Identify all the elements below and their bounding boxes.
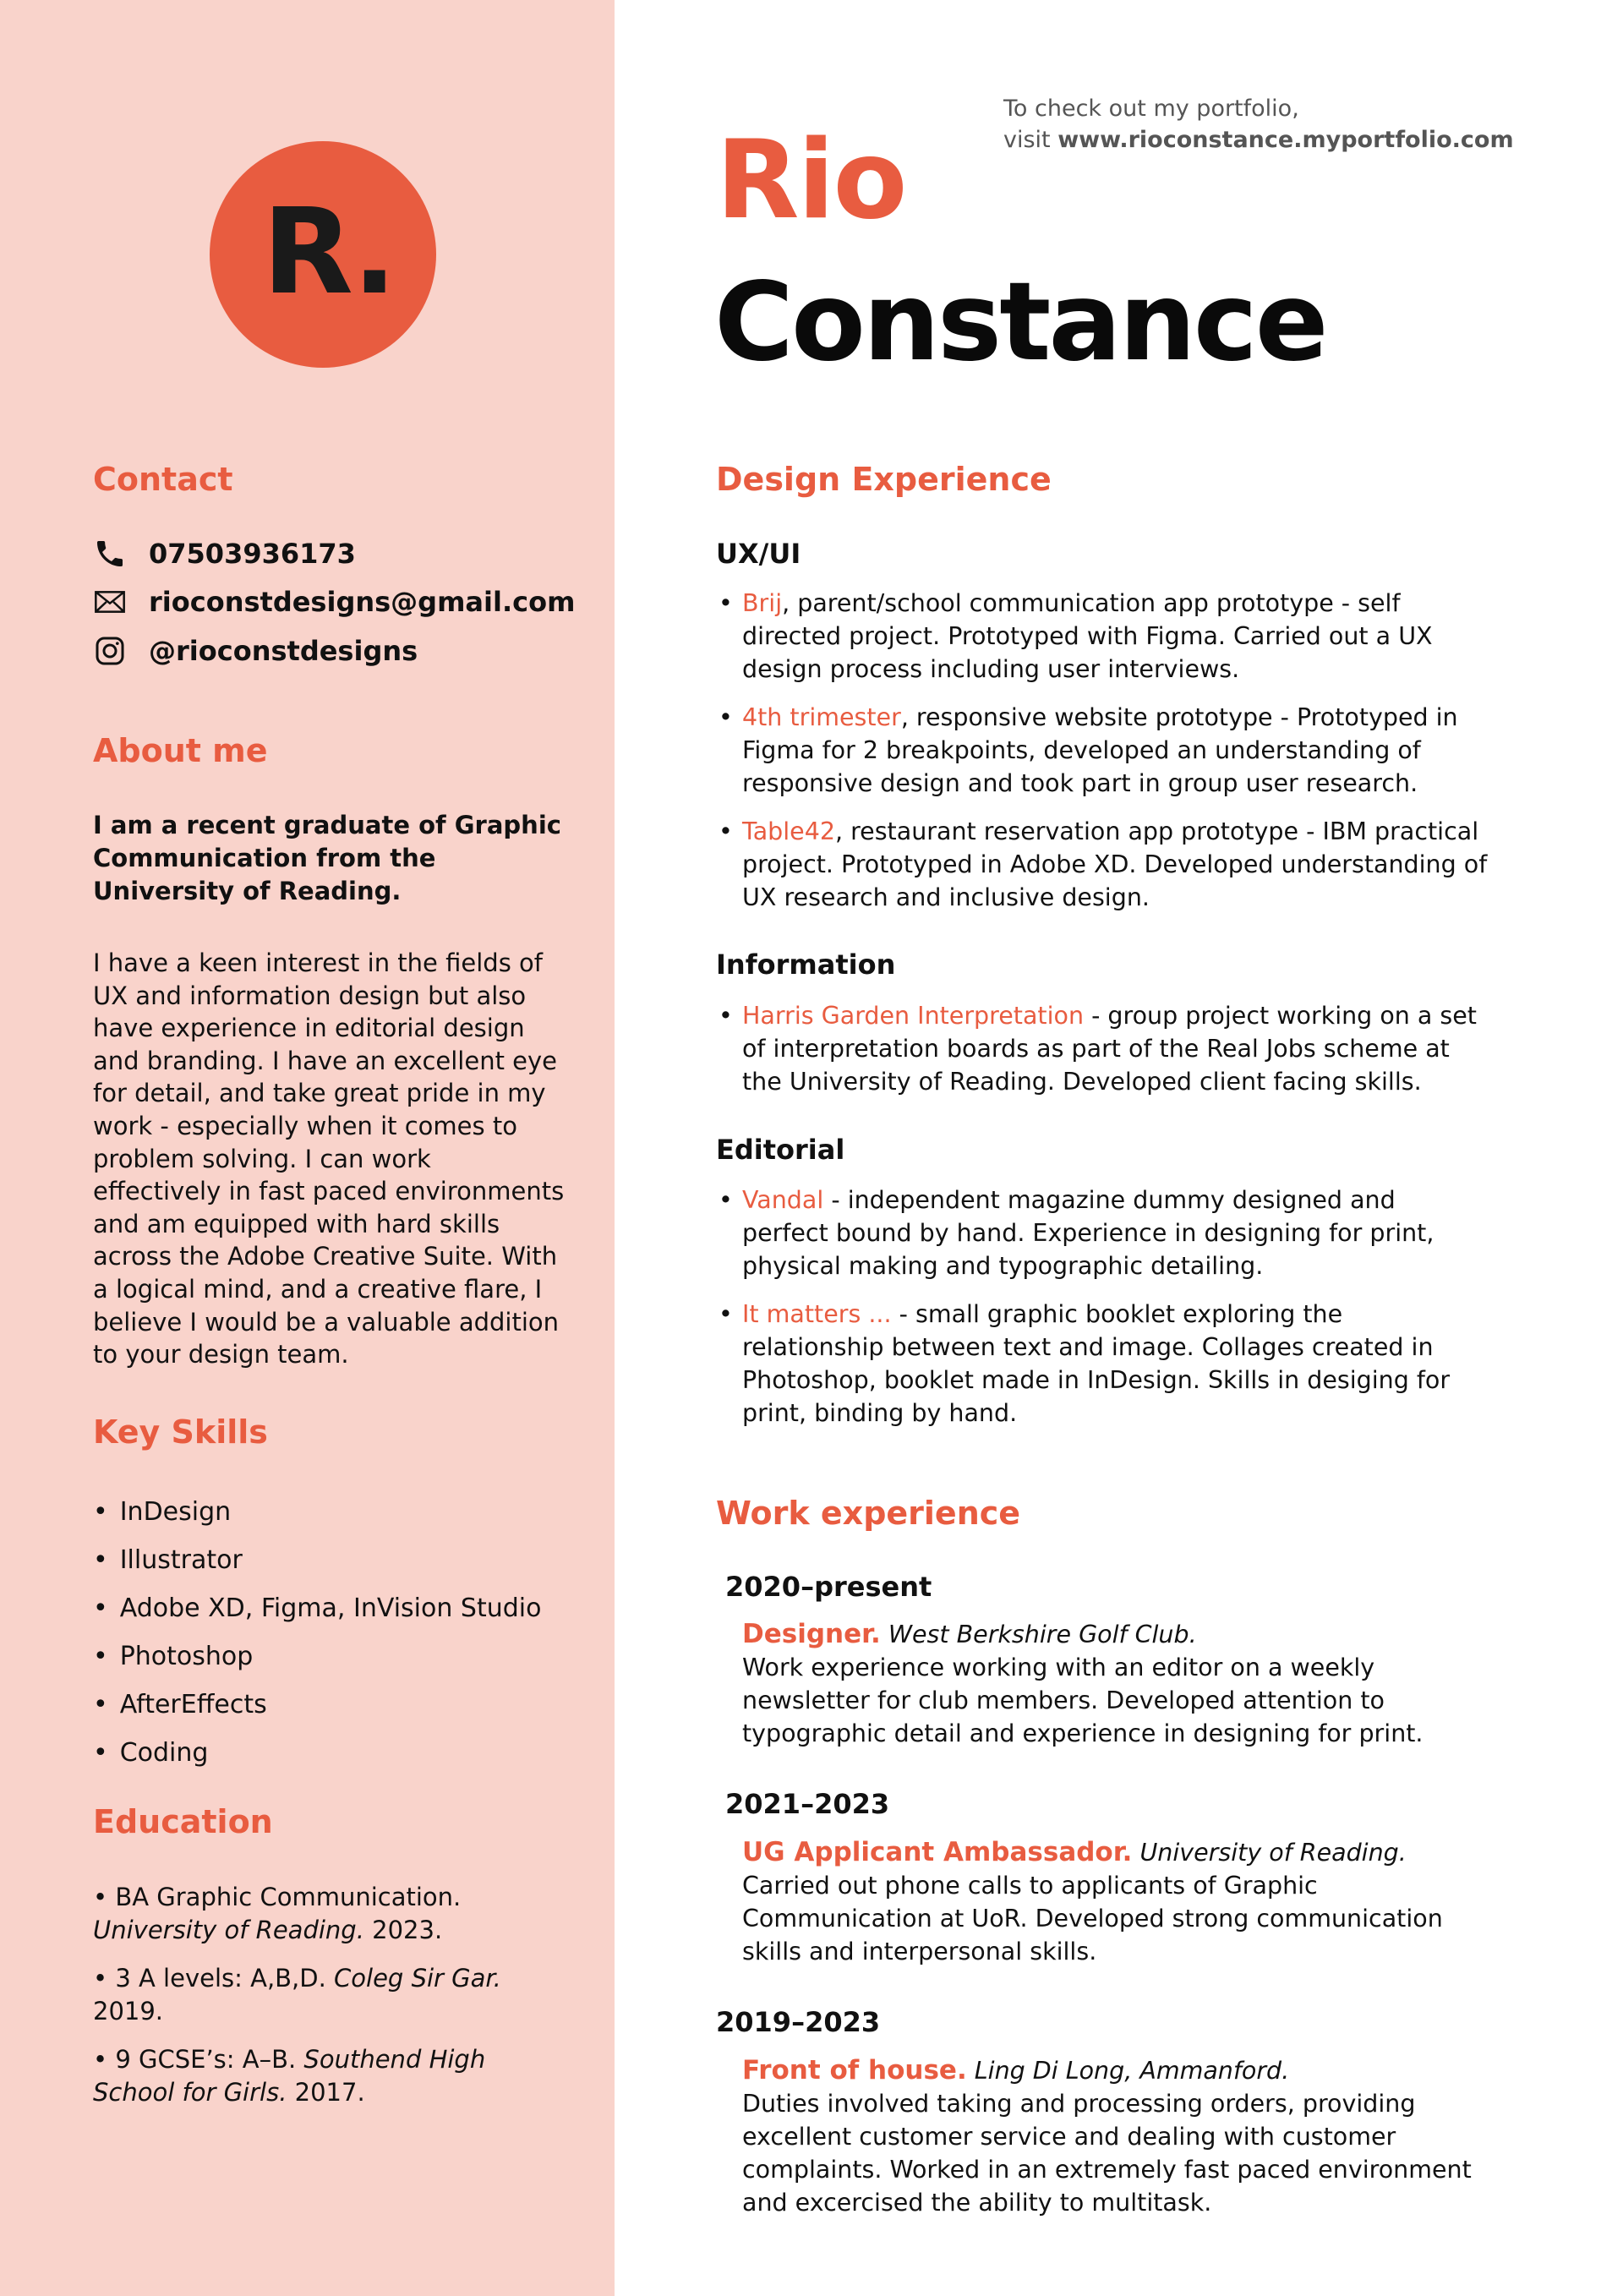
education-list [93, 1881, 566, 2124]
education-item [93, 1962, 566, 2028]
contact-phone[interactable] [93, 537, 356, 571]
job-years: 2019–2023 [716, 2006, 881, 2038]
about-intro: I am a recent graduate of Graphic Communication from the University of Reading. [93, 811, 561, 905]
editorial-list [719, 1184, 1488, 1445]
work-experience-heading: Work experience [716, 1495, 1021, 1532]
education-item [93, 2043, 566, 2109]
project-name: Table42 [742, 817, 835, 845]
job-org: University of Reading. [1139, 1839, 1407, 1867]
portfolio-link[interactable]: www.rioconstance.myportfolio.com [1057, 127, 1514, 153]
list-item [719, 587, 1488, 686]
project-name: It matters ... [742, 1300, 892, 1328]
job-role: Designer. [742, 1619, 881, 1649]
instagram-handle: @rioconstdesigns [149, 635, 418, 667]
contact-instagram[interactable] [93, 634, 418, 668]
job-org: West Berkshire Golf Club. [888, 1621, 1197, 1648]
job-entry [742, 1836, 1486, 1968]
project-name: Vandal [742, 1186, 824, 1214]
ux-ui-list [719, 587, 1488, 929]
list-item [719, 1184, 1488, 1282]
skill-item: • Photoshop [93, 1632, 541, 1681]
project-desc: - small graphic booklet exploring the relationship between text and image. Collages created in Photoshop, booklet made in InDesign. Skills in desiging for print, binding by hand. [742, 1300, 1451, 1427]
project-name: Harris Garden Interpretation [742, 1002, 1085, 1030]
job-years: 2020–present [725, 1571, 932, 1603]
skill-item: • AfterEffects [93, 1681, 541, 1729]
email-address: rioconstdesigns@gmail.com [149, 586, 576, 618]
skill-item: • Coding [93, 1729, 541, 1777]
contact-heading: Contact [93, 461, 233, 498]
instagram-icon [93, 634, 127, 668]
mail-icon [93, 585, 127, 619]
project-desc: , responsive website prototype - Prototyped in Figma for 2 breakpoints, developed an understanding of responsive design and took part in group user research. [742, 703, 1458, 797]
contact-email[interactable] [93, 585, 575, 619]
list-item [719, 1298, 1488, 1430]
skill-item: • Adobe XD, Figma, InVision Studio [93, 1584, 541, 1632]
project-desc: - independent magazine dummy designed and perfect bound by hand. Experience in designing for print, physical making and typographic detailing. [742, 1186, 1434, 1280]
education-year: 2019. [93, 1997, 164, 2025]
portfolio-note [1003, 93, 1514, 156]
education-degree: • BA Graphic Communication. [93, 1883, 462, 1911]
project-desc: - group project working on a set of interpretation boards as part of the Real Jobs scheme at the University of Reading. Developed client facing skills. [742, 1002, 1477, 1096]
education-school: Southend High School for Girls. [93, 2045, 486, 2107]
list-item [719, 701, 1488, 800]
list-item [719, 999, 1488, 1098]
education-degree: • 9 GCSE’s: A–B. [93, 2045, 297, 2074]
skill-item: • InDesign [93, 1488, 541, 1536]
job-entry [742, 2054, 1486, 2219]
about-body: I have a keen interest in the fields of UX and information design but also have experience in editorial design and branding. I have an excellent eye for detail, and take great pride in my work - especially when it comes to problem solving. I can work effectively in fast paced environments and am equipped with hard skills across the Adobe Creative Suite. With a logical mind, and a creative flare, I believe I would be a valuable addition to your design team. [93, 948, 565, 1369]
skills-list [93, 1488, 541, 1777]
job-role: Front of house. [742, 2055, 967, 2086]
project-desc: , parent/school communication app prototype - self directed project. Prototyped with Figma. Carried out a UX design process including user interviews. [742, 589, 1433, 683]
job-years: 2021–2023 [725, 1788, 890, 1820]
logo [210, 141, 436, 368]
portfolio-url-line [1003, 124, 1514, 156]
name-first: Rio [716, 118, 906, 243]
name-last: Constance [714, 260, 1326, 385]
information-heading: Information [716, 948, 896, 981]
job-desc: Carried out phone calls to applicants of Graphic Communication at UoR. Developed strong communication skills and interpersonal skills. [742, 1872, 1443, 1965]
logo-letter: R. [262, 183, 394, 321]
about-heading: About me [93, 732, 268, 769]
job-role: UG Applicant Ambassador. [742, 1837, 1133, 1867]
project-name: Brij [742, 589, 783, 617]
education-year: 2017. [287, 2078, 365, 2107]
education-school: Coleg Sir Gar. [325, 1964, 501, 1993]
skills-heading: Key Skills [93, 1413, 268, 1451]
project-name: 4th trimester [742, 703, 901, 731]
education-heading: Education [93, 1803, 273, 1840]
phone-number: 07503936173 [149, 538, 356, 570]
education-item [93, 1881, 566, 1947]
education-degree: • 3 A levels: A,B,D. [93, 1964, 326, 1993]
project-desc: , restaurant reservation app prototype - IBM practical project. Prototyped in Adobe XD. Developed understanding of UX research and inclusive design. [742, 817, 1488, 911]
list-item [719, 815, 1488, 914]
editorial-heading: Editorial [716, 1134, 845, 1166]
job-entry [742, 1618, 1486, 1750]
ux-ui-heading: UX/UI [716, 538, 801, 570]
portfolio-visit: visit [1003, 127, 1051, 153]
education-year: 2023. [363, 1916, 443, 1944]
portfolio-line: To check out my portfolio, [1003, 96, 1299, 122]
education-school: University of Reading. [93, 1916, 364, 1944]
skill-item: • Illustrator [93, 1536, 541, 1584]
job-desc: Duties involved taking and processing orders, providing excellent customer service and dealing with customer complaints. Worked in an extremely fast paced environment and excercised the ability to multitask. [742, 2090, 1472, 2217]
information-list [719, 999, 1488, 1113]
phone-icon [93, 537, 127, 571]
design-experience-heading: Design Experience [716, 461, 1052, 498]
job-desc: Work experience working with an editor on a weekly newsletter for club members. Developed attention to typographic detail and experience in designing for print. [742, 1654, 1424, 1747]
job-org: Ling Di Long, Ammanford. [974, 2057, 1290, 2085]
